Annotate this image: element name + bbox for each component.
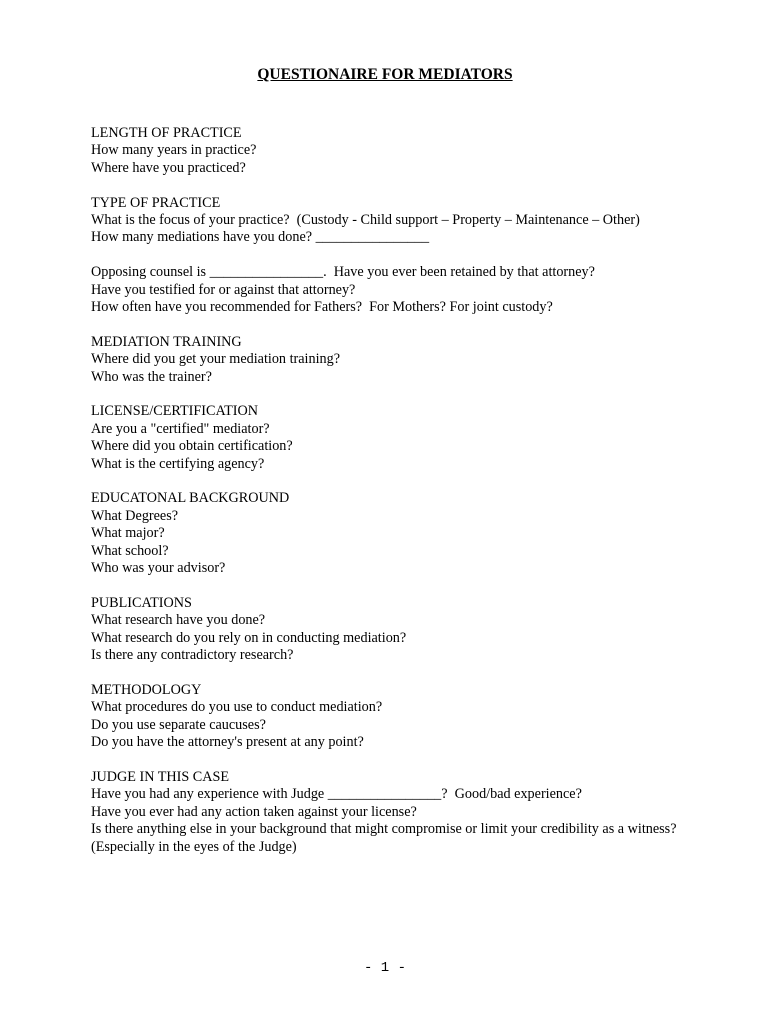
section-heading: MEDIATION TRAINING [91,333,242,350]
question-line: How many years in practice? [91,142,257,159]
question-line: Opposing counsel is ________________. Have you ever been retained by that attorney? [91,264,595,281]
section-opposing-counsel [91,264,691,316]
section-judge-in-this-case [91,769,691,856]
question-line: Are you a "certified" mediator? [91,420,270,437]
section-license-certification [91,403,691,473]
question-line: What is the focus of your practice? (Custody - Child support – Property – Maintenance – Other) [91,212,640,229]
question-line: Is there anything else in your background that might compromise or limit your credibility as a witness? (Especially in the eyes of the Judge) [91,821,677,855]
question-line: How many mediations have you done? ________________ [91,229,430,246]
section-methodology [91,682,691,752]
question-line: What is the certifying agency? [91,455,265,472]
question-line: Have you ever had any action taken against your license? [91,803,417,820]
section-heading: LENGTH OF PRACTICE [91,125,242,141]
question-line: Where did you get your mediation training? [91,351,340,368]
section-educational-background [91,490,691,577]
section-mediation-training [91,334,691,386]
question-line: Do you have the attorney's present at any point? [91,734,364,751]
question-line: What school? [91,542,169,559]
question-line: What major? [91,525,165,542]
question-line: Where did you obtain certification? [91,438,293,455]
document-body [91,125,691,873]
question-line: What research have you done? [91,612,266,629]
question-line: What research do you rely on in conducting mediation? [91,629,407,646]
question-line: Have you testified for or against that attorney? [91,281,356,298]
section-publications [91,595,691,665]
section-heading: EDUCATONAL BACKGROUND [91,490,290,507]
question-line: Is there any contradictory research? [91,647,294,664]
page-number: - 1 - [363,960,406,976]
question-line: How often have you recommended for Fathers? For Mothers? For joint custody? [91,299,553,316]
question-line: Do you use separate caucuses? [91,716,266,733]
section-heading: TYPE OF PRACTICE [91,194,221,211]
question-line: What Degrees? [91,507,179,524]
question-line: Have you had any experience with Judge ________________? Good/bad experience? [91,786,582,803]
document-title: QUESTIONAIRE FOR MEDIATORS [257,66,513,83]
section-type-of-practice [91,195,691,247]
question-line: Who was the trainer? [91,368,212,385]
section-length-of-practice [91,125,691,177]
section-heading: JUDGE IN THIS CASE [91,768,230,785]
section-heading: METHODOLOGY [91,681,202,698]
section-heading: LICENSE/CERTIFICATION [91,403,259,420]
question-line: Where have you practiced? [91,159,246,176]
section-heading: PUBLICATIONS [91,594,192,611]
question-line: Who was your advisor? [91,560,226,577]
question-line: What procedures do you use to conduct mediation? [91,699,383,716]
